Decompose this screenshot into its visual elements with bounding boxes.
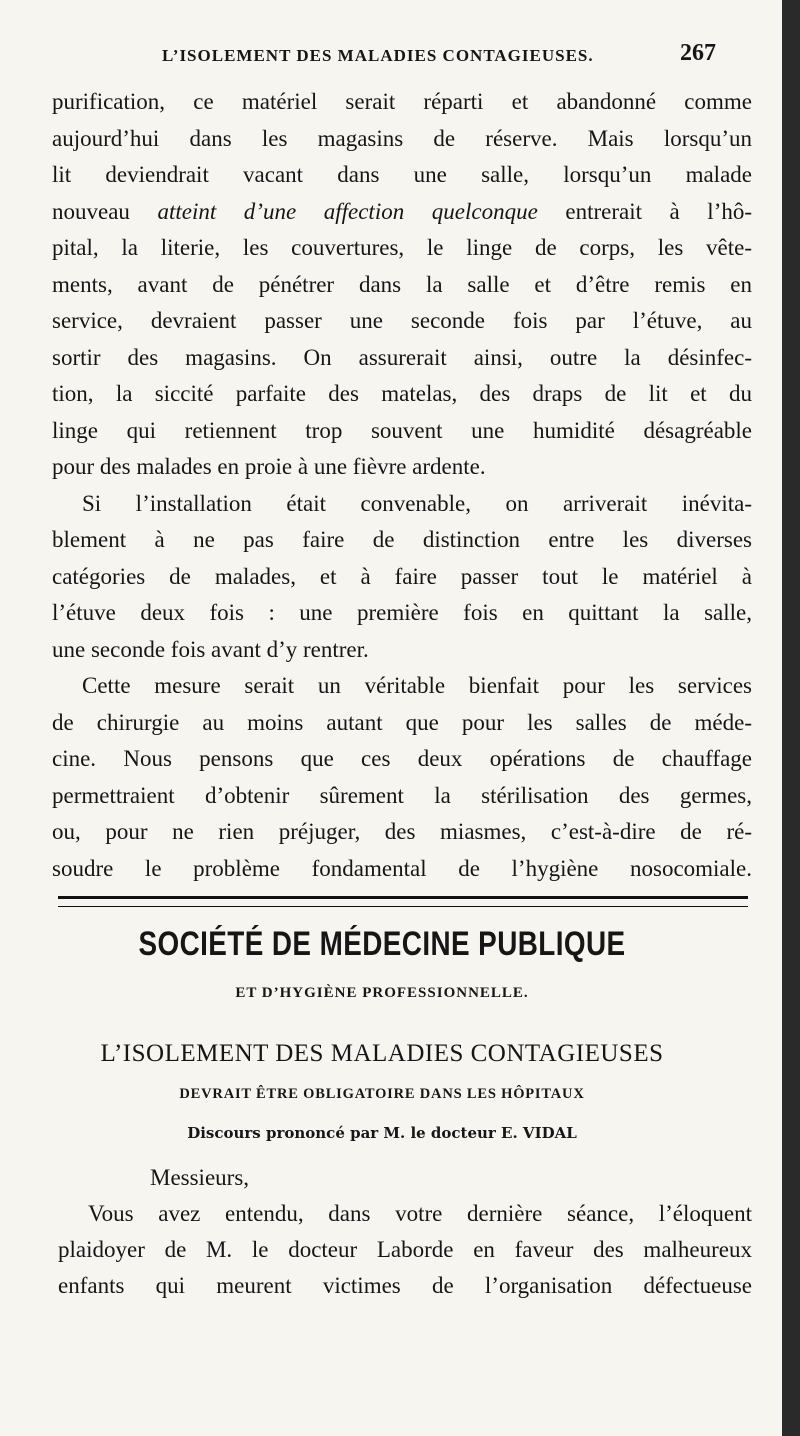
text-line: plaidoyer de M. le docteur Laborde en faveur des malheureux (58, 1237, 752, 1262)
society-subtitle: ET D’HYGIÈNE PROFESSIONNELLE. (235, 985, 529, 1001)
article-title: L’ISOLEMENT DES MALADIES CONTAGIEUSES (100, 1040, 664, 1067)
section-divider (58, 896, 748, 907)
text-line: ou, pour ne rien préjuger, des miasmes, c’est-à-dire de ré- (52, 819, 752, 844)
text-line: blement à ne pas faire de distinction entre les diverses (52, 527, 752, 552)
text-line: sortir des magasins. On assurerait ainsi, outre la désinfec- (52, 344, 752, 370)
running-title: L’ISOLEMENT DES MALADIES CONTAGIEUSES. (162, 46, 594, 65)
text-line: Cette mesure serait un véritable bienfait pour les services (82, 673, 752, 698)
italic-phrase: atteint d’une affection quelconque (157, 198, 538, 224)
text-line: pital, la literie, les couvertures, le linge de corps, les vête- (52, 235, 752, 260)
text-line: permettraient d’obtenir sûrement la stérilisation des germes, (52, 782, 752, 808)
article-subtitle: DEVRAIT ÊTRE OBLIGATOIRE DANS LES HÔPITAUX (179, 1086, 585, 1102)
text-line: Vous avez entendu, dans votre dernière séance, l’éloquent (88, 1201, 752, 1226)
text-fragment: entrerait à l’hô- (565, 198, 753, 224)
text-line: une seconde fois avant d’y rentrer. (52, 636, 369, 662)
text-line: de chirurgie au moins autant que pour les salles de méde- (52, 709, 752, 735)
text-line: linge qui retiennent trop souvent une humidité désagréable (52, 417, 752, 443)
text-line: l’étuve deux fois : une première fois en quittant la salle, (52, 600, 752, 625)
text-line: soudre le problème fondamental de l’hygiène nosocomiale. (52, 855, 752, 881)
society-title: SOCIÉTÉ DE MÉDECINE PUBLIQUE (138, 925, 626, 963)
byline: Discours prononcé par M. le docteur E. VIDAL (187, 1124, 577, 1142)
text-line: enfants qui meurent victimes de l’organisation défectueuse (58, 1273, 752, 1298)
page-number: 267 (680, 40, 716, 66)
text-line: purification, ce matériel serait réparti et abandonné comme (52, 89, 752, 114)
text-fragment: nouveau (52, 198, 130, 224)
text-line: cine. Nous pensons que ces deux opérations de chauffage (52, 746, 752, 771)
text-line: ments, avant de pénétrer dans la salle et d’être remis en (52, 271, 752, 297)
text-line: catégories de malades, et à faire passer tout le matériel à (52, 563, 752, 589)
text-line: pour des malades en proie à une fièvre ardente. (52, 454, 486, 479)
text-line: tion, la siccité parfaite des matelas, des draps de lit et du (52, 381, 752, 406)
body-text (52, 84, 752, 887)
text-line: lit deviendrait vacant dans une salle, lorsqu’un malade (52, 162, 752, 187)
text-line: Si l’installation était convenable, on arriverait inévita- (82, 490, 752, 516)
text-line (52, 194, 752, 231)
speech-text (58, 1160, 752, 1304)
text-line: service, devraient passer une seconde fois par l’étuve, au (52, 308, 752, 333)
text-line: aujourd’hui dans les magasins de réserve. Mais lorsqu’un (52, 125, 752, 151)
salutation: Messieurs, (150, 1165, 250, 1190)
running-header (52, 40, 716, 76)
